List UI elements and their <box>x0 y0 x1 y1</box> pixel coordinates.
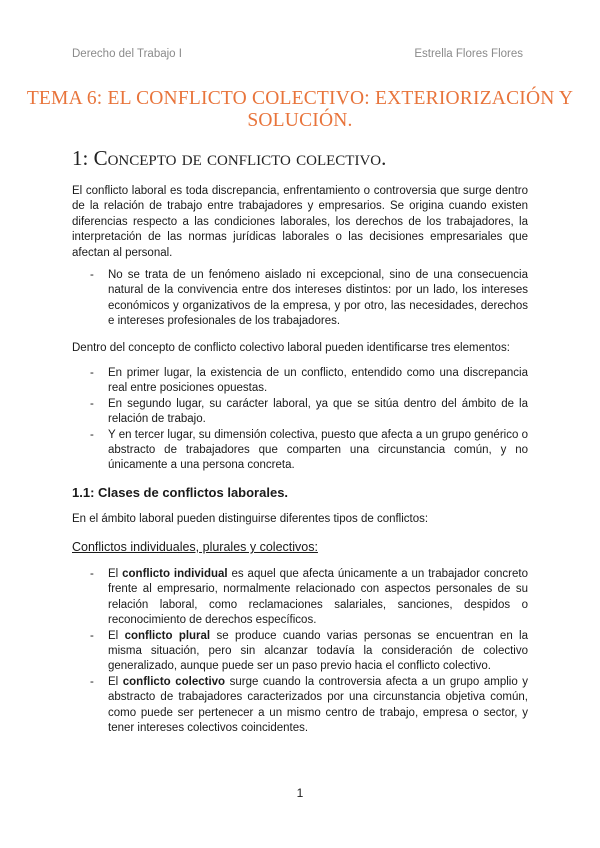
elements-intro: Dentro del concepto de conflicto colectivo laboral pueden identificarse tres elementos: <box>72 342 510 354</box>
list-item: - En segundo lugar, su carácter laboral, ya que se sitúa dentro del ámbito de la relación de trabajo. <box>72 397 528 428</box>
list-item: - Y en tercer lugar, su dimensión colectiva, puesto que afecta a un grupo genérico o abstracto de trabajadores que comparten una circunstancia común, y no únicamente a una persona concreta. <box>72 428 528 474</box>
conflict-types-subheading: Conflictos individuales, plurales y colectivos: <box>72 540 318 554</box>
header-course: Derecho del Trabajo I <box>72 48 182 60</box>
conflict-types-list <box>72 567 528 736</box>
section-1-1-heading: 1.1: Clases de conflictos laborales. <box>72 485 289 500</box>
list-item: - No se trata de un fenómeno aislado ni excepcional, sino de una consecuencia natural de la convivencia entre dos intereses distintos: por un lado, los intereses económicos y organizativos de la empresa, y por otro, las necesidades, derechos e intereses profesionales de los trabajadores. <box>72 268 528 330</box>
document-title: TEMA 6: EL CONFLICTO COLECTIVO: EXTERIORIZACIÓN Y SOLUCIÓN. <box>26 88 574 131</box>
header-author: Estrella Flores Flores <box>414 48 523 60</box>
term-colectivo: conflicto colectivo <box>122 675 226 688</box>
elements-list <box>72 366 528 474</box>
page-number: 1 <box>296 786 304 800</box>
section-1-1-intro: En el ámbito laboral pueden distinguirse diferentes tipos de conflictos: <box>72 513 429 525</box>
term-plural: conflicto plural <box>124 629 211 642</box>
section-1-bullets <box>72 268 528 330</box>
list-item: - El conflicto plural se produce cuando varias personas se encuentran en la misma situación, pero sin alcanzar todavía la consideración de colectivo generalizado, aunque puede ser un paso previo hacia el conflicto colectivo. <box>72 629 528 675</box>
term-individual: conflicto individual <box>122 568 228 580</box>
section-1-heading: 1: Concepto de conflicto colectivo. <box>72 146 387 170</box>
list-item: - En primer lugar, la existencia de un conflicto, entendido como una discrepancia real entre posiciones opuestas. <box>72 366 528 397</box>
section-1-paragraph: El conflicto laboral es toda discrepancia, enfrentamiento o controversia que surge dentro de la relación de trabajo entre trabajadores y empresarios. Se origina cuando existen diferencias respecto a las condiciones laborales, los derechos de los trabajadores, la interpretación de las normas jurídicas laborales o las decisiones empresariales que afectan al personal. <box>72 185 528 259</box>
list-item: - El conflicto individual es aquel que afecta únicamente a un trabajador concreto frente al empresario, normalmente relacionado con aspectos personales de su relación laboral, como reclamaciones salariales, sanciones, despidos o reconocimiento de derechos específicos. <box>72 567 528 629</box>
list-item: - El conflicto colectivo surge cuando la controversia afecta a un grupo amplio y abstracto de trabajadores caracterizados por una circunstancia objetiva común, como puede ser pertenecer a un mismo centro de trabajo, empresa o sector, y tener intereses colectivos coincidentes. <box>72 675 528 737</box>
